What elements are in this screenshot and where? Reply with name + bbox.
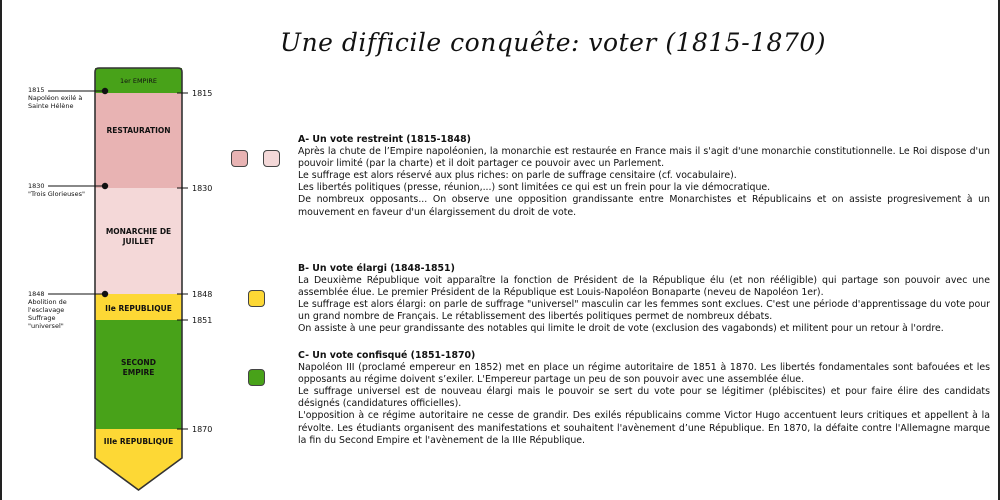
svg-text:1848: 1848 [192, 290, 213, 299]
label-monarchie-juillet: MONARCHIE DE JUILLET [105, 227, 172, 246]
label-deuxieme-republique: IIe REPUBLIQUE [105, 304, 172, 313]
swatch-deuxieme-republique [248, 290, 265, 307]
section-heading: A- Un vote restreint (1815-1848) [298, 134, 471, 145]
section-heading: B- Un vote élargi (1848-1851) [298, 263, 455, 274]
note-1830: 1830 "Trois Glorieuses" [28, 182, 85, 198]
paragraph: Après la chute de l’Empire napoléonien, la monarchie est restaurée en France mais il s'agit d'une monarchie constitutionnelle. Le Roi dispose d'un pouvoir limité (par la charte) et il doit partager ce pouvoir avec un Parlement. [298, 146, 990, 170]
label-troisieme-republique: IIIe REPUBLIQUE [103, 437, 174, 446]
paragraph: Le suffrage est alors élargi: on parle de suffrage "universel" masculin car les femmes sont exclues. C'est une période d'apprentissage du vote pour un grand nombre de Français. Le rétablissement des libertés politiques permet de nombreux débats. [298, 299, 990, 323]
section-vote-confisque [298, 350, 990, 447]
band-restauration [95, 93, 182, 188]
note-1815: 1815 Napoléon exilé à Sainte Hélène [28, 86, 83, 110]
section-vote-elargi [298, 263, 990, 336]
section-vote-restreint [298, 134, 990, 219]
label-restauration: RESTAURATION [106, 126, 171, 135]
svg-text:1851: 1851 [192, 316, 213, 325]
svg-text:1830: 1830 [192, 184, 213, 193]
swatch-monarchie-juillet [263, 150, 280, 167]
paragraph: La Deuxième République voit apparaître la fonction de Président de la République élu (et non rééligible) qui partage son pouvoir avec une assemblée élue. Le premier Président de la République est Louis-Napoléon Bonaparte (neveu de Napoléon 1er). [298, 275, 990, 299]
svg-text:1815: 1815 [192, 89, 213, 98]
paragraph: Napoléon III (proclamé empereur en 1852) met en place un régime autoritaire de 1851 à 1870. Les libertés fondamentales sont bafouées et les opposants au régime doivent s’exiler. L'Empereur partage un peu de son pouvoir avec une assemblée élue. [298, 362, 990, 386]
note-1848: 1848 Abolition de l'esclavage Suffrage "universel" [28, 290, 67, 330]
label-premier-empire: 1er EMPIRE [119, 77, 158, 85]
paragraph: De nombreux opposants... On observe une opposition grandissante entre Monarchistes et Républicains et on assiste progresivement à un mouvement en faveur d'un élargissement du droit de vote. [298, 194, 990, 218]
swatch-second-empire [248, 369, 265, 386]
paragraph: Les libertés politiques (presse, réunion,...) sont limitées ce qui est un frein pour la vie démocratique. [298, 182, 771, 194]
page-title: Une difficile conquête: voter (1815-1870) [280, 28, 827, 57]
svg-text:1870: 1870 [192, 425, 213, 434]
timeline [0, 0, 300, 500]
paragraph: Le suffrage est alors réservé aux plus riches: on parle de suffrage censitaire (cf. vocabulaire). [298, 170, 737, 182]
section-heading: C- Un vote confisqué (1851-1870) [298, 350, 476, 361]
swatch-restauration [231, 150, 248, 167]
paragraph: On assiste à une peur grandissante des notables qui limite le droit de vote (exclusion des vagabonds) et militent pour un retour à l'ordre. [298, 323, 944, 335]
paragraph: Le suffrage universel est de nouveau élargi mais le pouvoir se sert du vote pour se légitimer (plébiscites) et pour faire élire des candidats désignés (candidatures officielles). [298, 386, 990, 410]
label-second-empire: SECOND EMPIRE [121, 358, 156, 377]
paragraph: L'opposition à ce régime autoritaire ne cesse de grandir. Des exilés républicains comme Victor Hugo accentuent leurs critiques et appellent à la révolte. Les étudiants organisent des manifestations et souhaitent l'avènement d’une République. En 1870, la défaite contre l'Allemagne marque la fin du Second Empire et l'avènement de la IIIe République. [298, 410, 990, 446]
